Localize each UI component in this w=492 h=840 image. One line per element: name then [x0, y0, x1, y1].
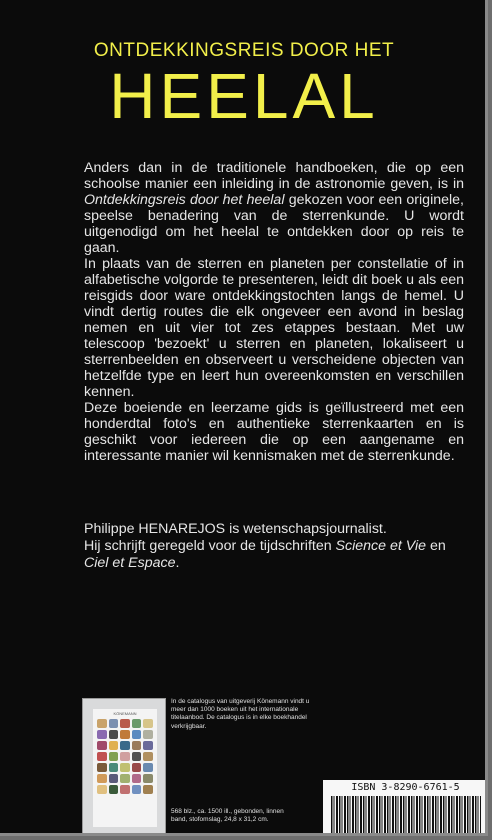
author-line-1: Philippe HENAREJOS is wetenschapsjournalist. [84, 521, 387, 537]
blurb [84, 160, 464, 464]
thumbnail [97, 741, 107, 750]
thumbnail [97, 730, 107, 739]
catalogue-thumbnails [97, 719, 153, 794]
magazine-science-et-vie: Science et Vie [335, 538, 426, 554]
book-title-italic: Ontdekkingsreis door het heelal [84, 192, 285, 208]
author-line-2: Hij schrijft geregeld voor de tijdschriften Science et Vie en Ciel et Espace. [84, 538, 446, 571]
thumbnail [132, 763, 142, 772]
thumbnail [132, 741, 142, 750]
thumbnail [97, 785, 107, 794]
thumbnail [132, 774, 142, 783]
thumbnail [143, 730, 153, 739]
isbn-barcode-label [323, 780, 488, 836]
catalogue-image [82, 698, 166, 836]
thumbnail [132, 730, 142, 739]
thumbnail [109, 752, 119, 761]
catalogue-label: KÖNEMANN [113, 711, 137, 716]
thumbnail [120, 752, 130, 761]
thumbnail [97, 763, 107, 772]
isbn-number: ISBN 3-8290-6761-5 [351, 782, 460, 793]
thumbnail [132, 719, 142, 728]
thumbnail [97, 719, 107, 728]
author-bio [84, 521, 474, 572]
thumbnail [120, 741, 130, 750]
blurb-paragraph-3: Deze boeiende en leerzame gids is geïllustreerd met een honderdtal foto's en authentieke sterrenkaarten en is geschikt voor iedereen die op een aangename en interessante manier wil kennismaken met de sterrenkunde. [84, 400, 464, 464]
thumbnail [109, 719, 119, 728]
thumbnail [97, 752, 107, 761]
thumbnail [120, 774, 130, 783]
magazine-ciel-et-espace: Ciel et Espace [84, 555, 176, 571]
thumbnail [120, 763, 130, 772]
thumbnail [143, 763, 153, 772]
thumbnail [109, 763, 119, 772]
thumbnail [132, 785, 142, 794]
blurb-paragraph-2: In plaats van de sterren en planeten per constellatie of in alfabetische volgorde te presenteren, leidt dit boek u als een reisgids door ware ontdekkingstochten langs de hemel. U vindt dertig routes die elk ongeveer een avond in beslag nemen en uit vier tot zes etappes bestaan. Met uw telescoop 'bezoekt' u sterren en planeten, lokaliseert u sterrenbeelden en observeert u verscheidene objecten van hetzelfde type en leert hun overeenkomsten en verschillen kennen. [84, 256, 464, 400]
thumbnail [143, 752, 153, 761]
thumbnail [120, 785, 130, 794]
thumbnail [120, 719, 130, 728]
thumbnail [120, 730, 130, 739]
thumbnail [109, 730, 119, 739]
thumbnail [143, 785, 153, 794]
catalogue-cover [93, 709, 157, 827]
thumbnail [109, 741, 119, 750]
cover-subtitle: ONTDEKKINGSREIS DOOR HET [93, 40, 395, 61]
thumbnail [97, 774, 107, 783]
thumbnail [143, 774, 153, 783]
blurb-paragraph-1: Anders dan in de traditionele handboeken, die op een schoolse manier een inleiding in de astronomie geven, is in Ontdekkingsreis door het heelal gekozen voor een originele, speelse benadering van de sterrenkunde. U wordt uitgenodigd om het heelal te ontdekken door op reis te gaan. [84, 160, 464, 256]
cover-title: HEELAL [109, 60, 379, 132]
barcode [331, 796, 481, 834]
thumbnail [109, 785, 119, 794]
thumbnail [143, 741, 153, 750]
thumbnail [132, 752, 142, 761]
catalogue-note: In de catalogus van uitgeverij Könemann vindt u meer dan 1000 boeken uit het internationale titelaanbod. De catalogus is in elke boekhandel verkrijgbaar. [171, 698, 310, 730]
catalogue-specs: 568 blz., ca. 1500 ill., gebonden, linnen band, stofomslag, 24,8 x 31,2 cm. [171, 808, 284, 824]
thumbnail [143, 719, 153, 728]
thumbnail [109, 774, 119, 783]
